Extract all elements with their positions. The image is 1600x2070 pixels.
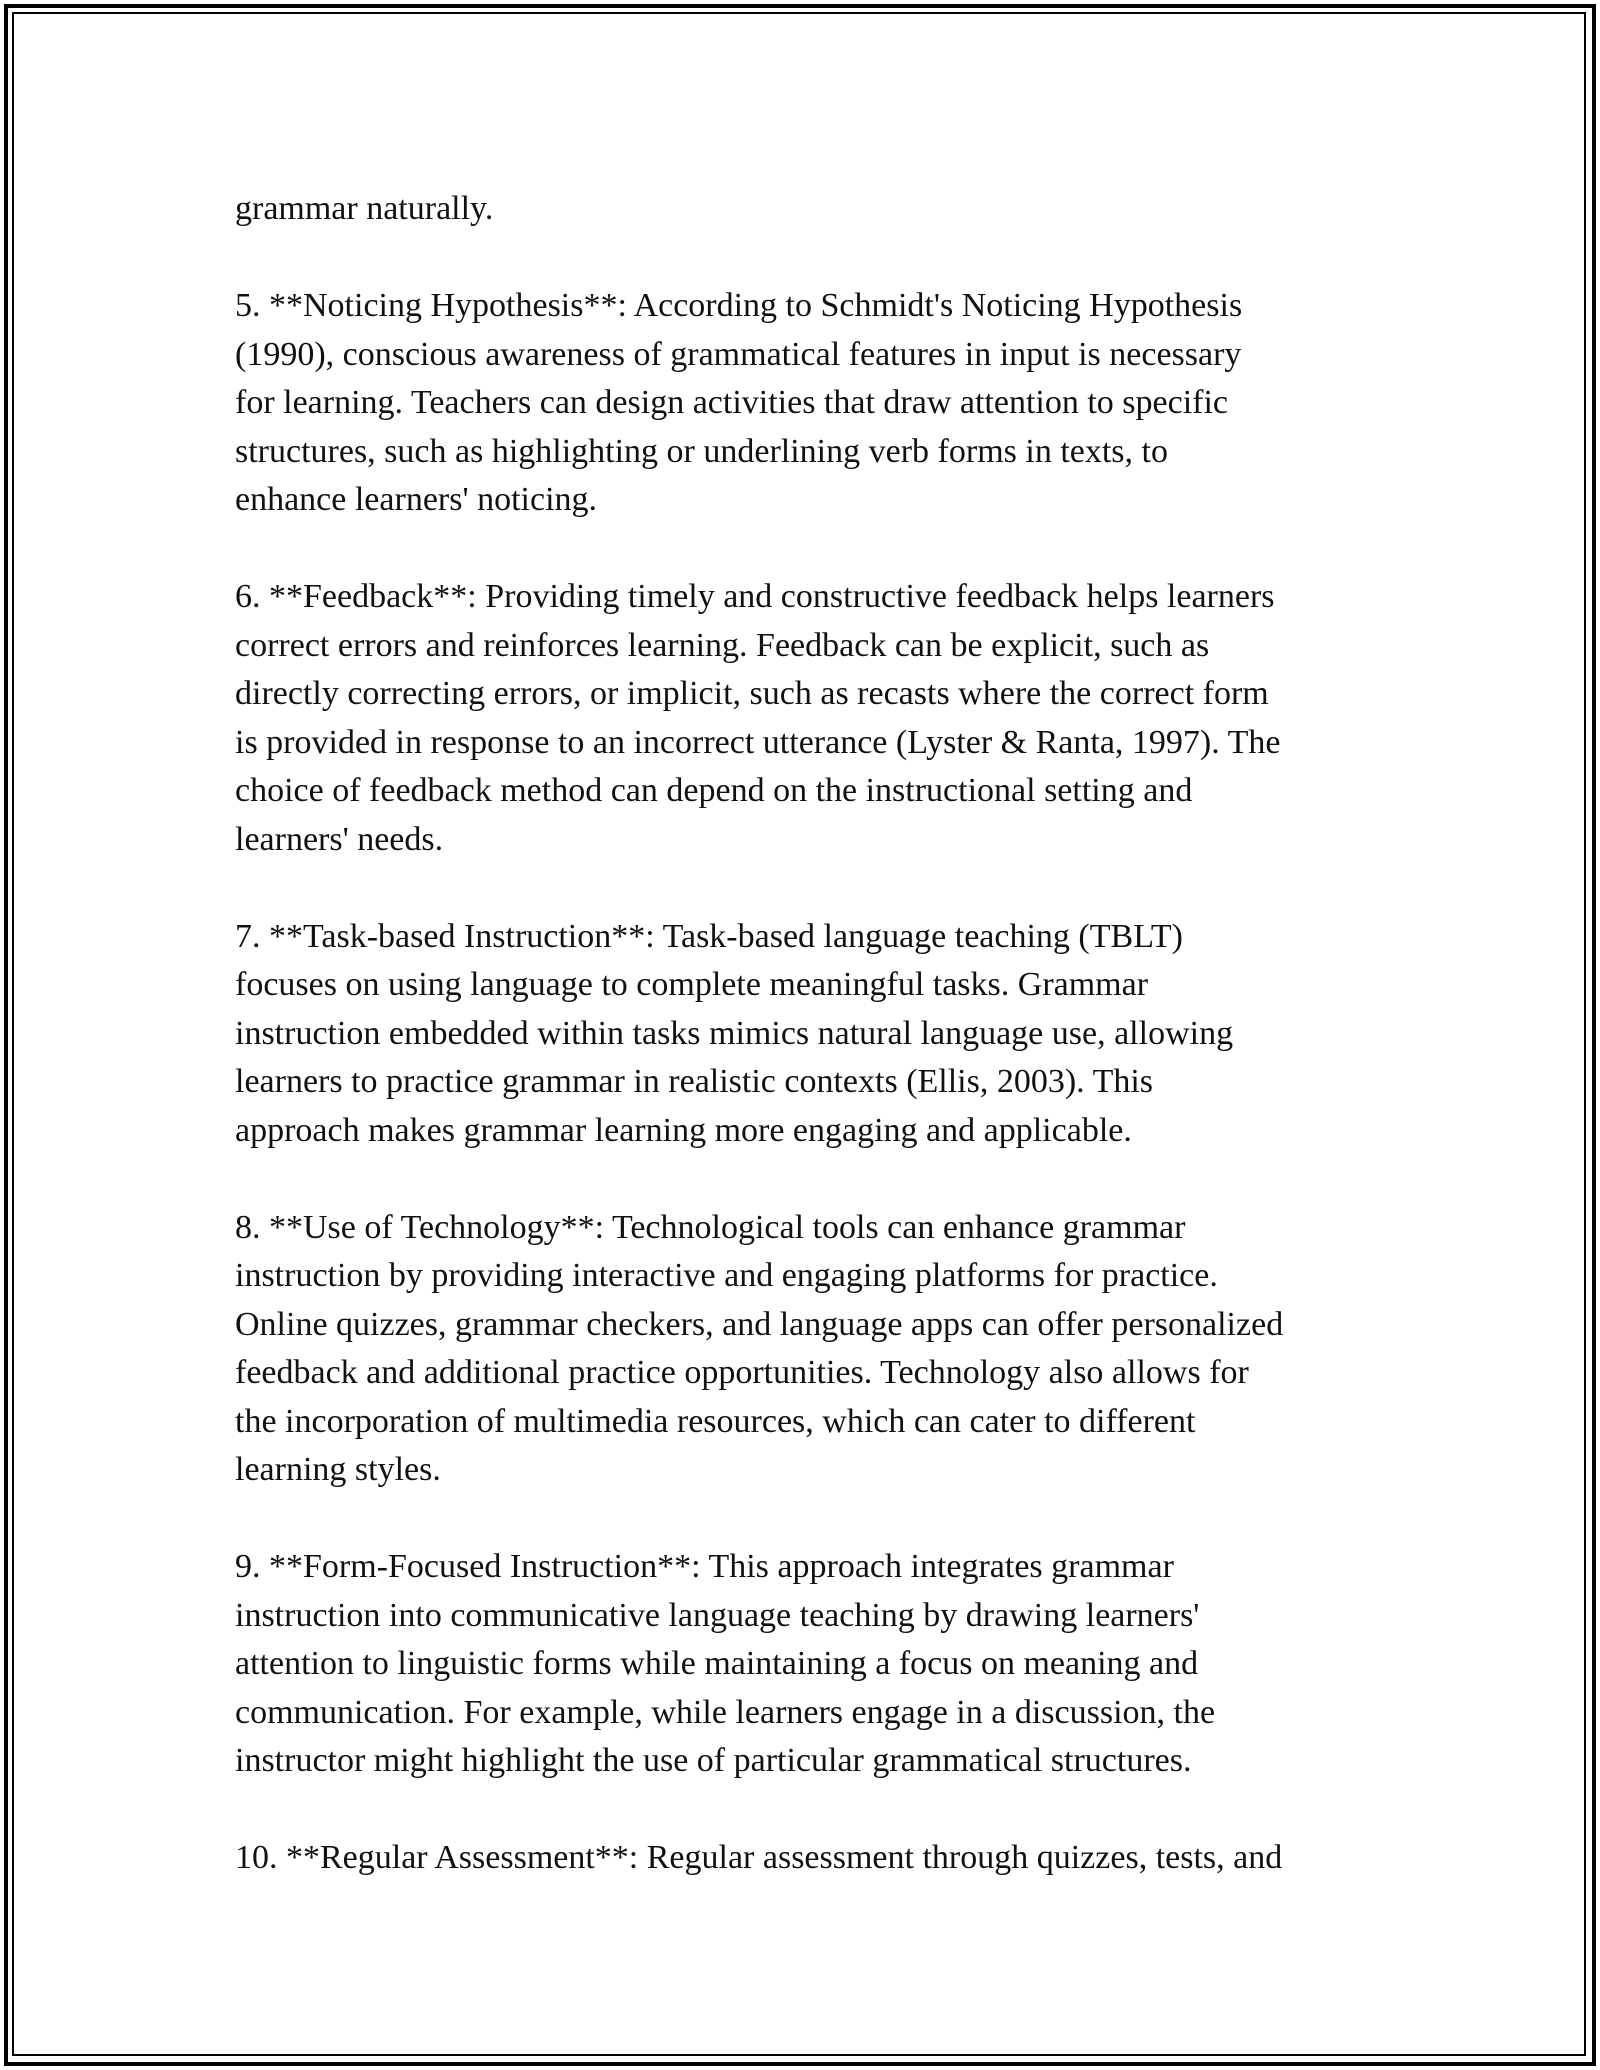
text-line: correct errors and reinforces learning. Feedback can be explicit, such as <box>235 626 1210 664</box>
paragraph <box>235 282 1375 525</box>
text-line: Online quizzes, grammar checkers, and language apps can offer personalized <box>235 1305 1284 1343</box>
text-line: (1990), conscious awareness of grammatical features in input is necessary <box>235 335 1242 373</box>
paragraph-spacer <box>235 864 1375 913</box>
text-line: for learning. Teachers can design activities that draw attention to specific <box>235 384 1229 421</box>
text-line: instruction by providing interactive and engaging platforms for practice. <box>235 1257 1218 1294</box>
text-line: instructor might highlight the use of particular grammatical structures. <box>235 1742 1192 1779</box>
text-line: approach makes grammar learning more engaging and applicable. <box>235 1111 1132 1149</box>
text-line: structures, such as highlighting or underlining verb forms in texts, to <box>235 432 1168 470</box>
paragraph-spacer <box>235 234 1375 283</box>
text-line: choice of feedback method can depend on the instructional setting and <box>235 772 1193 809</box>
text-line: 10. **Regular Assessment**: Regular assessment through quizzes, tests, and <box>235 1839 1283 1876</box>
text-line: instruction embedded within tasks mimics natural language use, allowing <box>235 1014 1234 1052</box>
text-line: 6. **Feedback**: Providing timely and constructive feedback helps learners <box>235 578 1275 615</box>
text-line: learning styles. <box>235 1451 441 1488</box>
text-line: instruction into communicative language teaching by drawing learners' <box>235 1596 1200 1634</box>
text-line: feedback and additional practice opportunities. Technology also allows for <box>235 1354 1249 1391</box>
text-line: 9. **Form-Focused Instruction**: This approach integrates grammar <box>235 1548 1174 1585</box>
document-body <box>235 185 1375 1883</box>
text-line: 7. **Task-based Instruction**: Task-based language teaching (TBLT) <box>235 917 1183 955</box>
paragraph-spacer <box>235 1155 1375 1204</box>
text-line: directly correcting errors, or implicit, such as recasts where the correct form <box>235 675 1269 712</box>
paragraph <box>235 185 1375 234</box>
text-line: learners' needs. <box>235 820 444 858</box>
text-line: attention to linguistic forms while maintaining a focus on meaning and <box>235 1645 1199 1682</box>
paragraph <box>235 1543 1375 1786</box>
text-line: enhance learners' noticing. <box>235 481 598 518</box>
text-line: focuses on using language to complete meaningful tasks. Grammar <box>235 966 1149 1003</box>
paragraph-spacer <box>235 1786 1375 1835</box>
paragraph-spacer <box>235 1495 1375 1544</box>
text-line: grammar naturally. <box>235 190 494 227</box>
text-line: 8. **Use of Technology**: Technological tools can enhance grammar <box>235 1208 1186 1246</box>
paragraph-spacer <box>235 525 1375 574</box>
text-line: learners to practice grammar in realistic contexts (Ellis, 2003). This <box>235 1063 1154 1100</box>
paragraph <box>235 573 1375 864</box>
paragraph <box>235 1834 1375 1883</box>
text-line: is provided in response to an incorrect utterance (Lyster & Ranta, 1997). The <box>235 723 1281 761</box>
paragraph <box>235 1204 1375 1495</box>
text-line: 5. **Noticing Hypothesis**: According to Schmidt's Noticing Hypothesis <box>235 287 1243 324</box>
text-line: communication. For example, while learners engage in a discussion, the <box>235 1693 1216 1731</box>
paragraph <box>235 913 1375 1156</box>
text-line: the incorporation of multimedia resources, which can cater to different <box>235 1402 1196 1440</box>
